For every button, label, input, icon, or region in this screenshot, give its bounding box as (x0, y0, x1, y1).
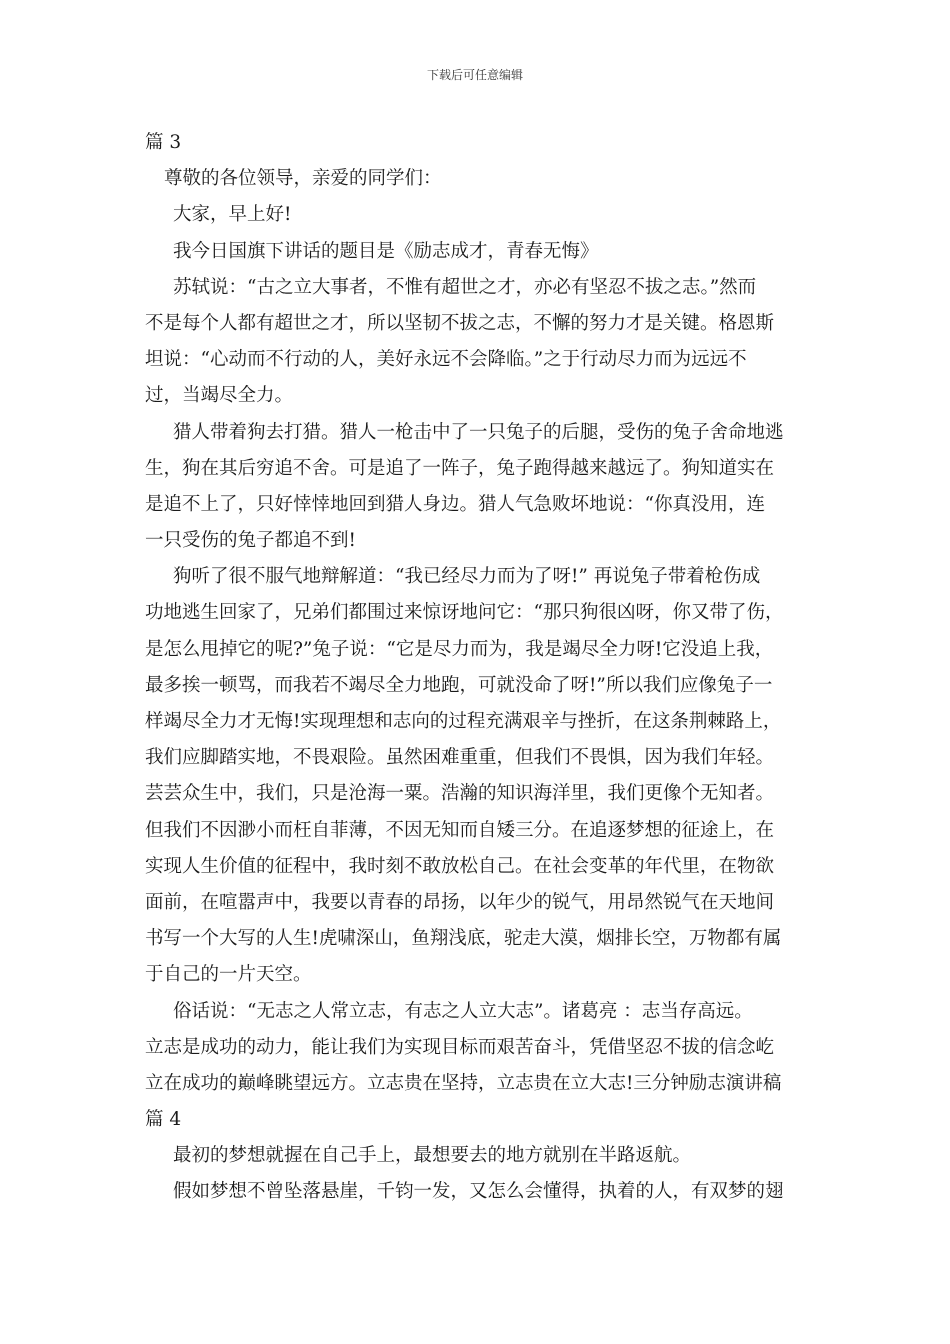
text-line: 俗话说：“无志之人常立志，有志之人立大志”。诸葛亮 ：志当存高远。 (173, 1000, 753, 1022)
text-line: 我们应脚踏实地，不畏艰险。虽然困难重重，但我们不畏惧，因为我们年轻。 (145, 747, 775, 769)
text-line: 最多挨一顿骂，而我若不竭尽全力地跑，可就没命了呀!”所以我们应像兔子一 (145, 674, 773, 696)
page-header: 下载后可任意编辑 (426, 68, 523, 82)
text-line: 最初的梦想就握在自己手上，最想要去的地方就别在半路返航。 (173, 1145, 692, 1167)
text-line: 不是每个人都有超世之才，所以坚韧不拔之志，不懈的努力才是关键。格恩斯 (145, 312, 775, 334)
text-line: 假如梦想不曾坠落悬崖，千钧一发，又怎么会懂得，执着的人，有双梦的翅 (173, 1181, 784, 1203)
text-line: 生，狗在其后穷追不舍。可是追了一阵子，兔子跑得越来越远了。狗知道实在 (145, 457, 775, 479)
text-line: 苏轼说：“古之立大事者，不惟有超世之才，亦必有坚忍不拔之志。”然而 (173, 276, 757, 298)
text-line: 狗听了很不服气地辩解道：“我已经尽力而为了呀!” 再说兔子带着枪伤成 (173, 566, 761, 588)
text-line: 立在成功的巅峰眺望远方。立志贵在坚持，立志贵在立大志!三分钟励志演讲稿 (145, 1072, 782, 1094)
document-body (145, 125, 809, 1211)
text-line: 是追不上了，只好悻悻地回到猎人身边。猎人气急败坏地说：“你真没用，连 (145, 493, 765, 515)
text-line: 大家，早上好! (173, 204, 292, 226)
text-line: 面前，在喧嚣声中，我要以青春的昂扬，以年少的锐气，用昂然锐气在天地间 (145, 891, 775, 913)
text-line: 是怎么甩掉它的呢?”兔子说：“它是尽力而为，我是竭尽全力呀!它没追上我， (145, 638, 774, 660)
text-line: 尊敬的各位领导，亲爱的同学们： (164, 168, 442, 190)
text-line: 立志是成功的动力，能让我们为实现目标而艰苦奋斗，凭借坚忍不拔的信念屹 (145, 1036, 775, 1058)
text-line: 芸芸众生中，我们，只是沧海一粟。浩瀚的知识海洋里，我们更像个无知者。 (145, 783, 775, 805)
text-line: 过，当竭尽全力。 (145, 385, 294, 407)
text-line: 篇 4 (145, 1109, 182, 1131)
text-line: 坦说：“心动而不行动的人，美好永远不会降临。”之于行动尽力而为远远不 (145, 349, 747, 371)
text-line: 样竭尽全力才无悔!实现理想和志向的过程充满艰辛与挫折，在这条荆棘路上， (145, 711, 782, 732)
text-line: 功地逃生回家了，兄弟们都围过来惊讶地问它：“那只狗很凶呀，你又带了伤， (145, 602, 784, 624)
text-line: 一只受伤的兔子都追不到! (145, 530, 356, 552)
text-line: 猎人带着狗去打猎。猎人一枪击中了一只兔子的后腿，受伤的兔子舍命地逃 (173, 421, 784, 443)
text-line: 我今日国旗下讲话的题目是《励志成才，青春无悔》 (173, 240, 599, 262)
text-line: 篇 3 (145, 132, 182, 153)
text-line: 书写一个大写的人生!虎啸深山，鱼翔浅底，驼走大漠，烟排长空，万物都有属 (145, 928, 782, 950)
text-line: 但我们不因渺小而枉自菲薄，不因无知而自矮三分。在追逐梦想的征途上，在 (145, 819, 775, 841)
text-line: 实现人生价值的征程中，我时刻不敢放松自己。在社会变革的年代里，在物欲 (145, 855, 775, 877)
text-line: 于自己的一片天空。 (145, 964, 312, 986)
